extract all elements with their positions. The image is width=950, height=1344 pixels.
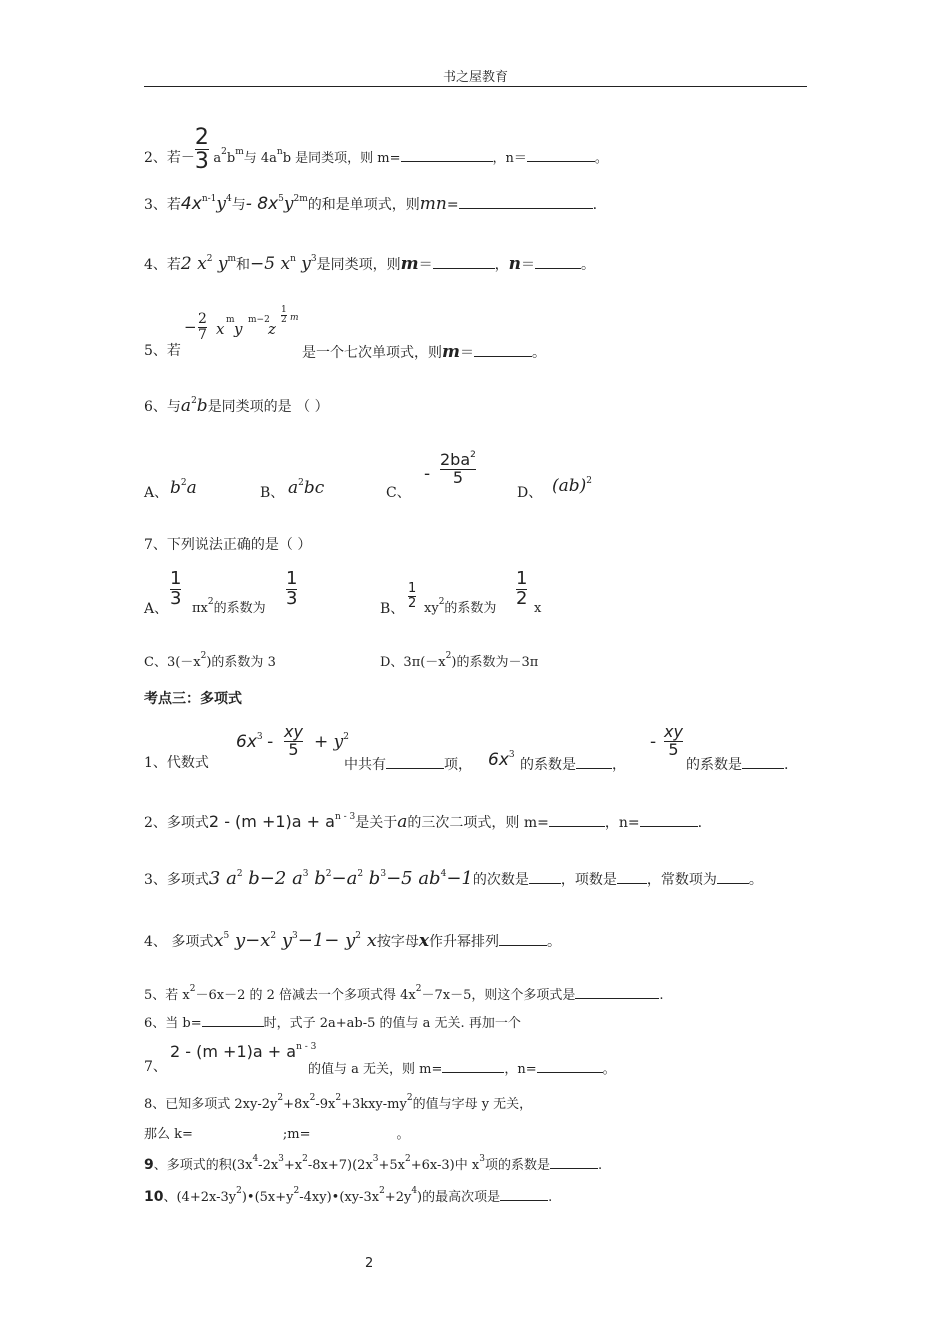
header-rule <box>144 86 807 87</box>
polynomial-question-9 <box>144 1156 602 1172</box>
answer-blank[interactable] <box>549 814 605 827</box>
p3-s3: 2 <box>325 869 332 879</box>
header-title: 书之屋教育 <box>442 70 508 85</box>
q4-m3: −5 x <box>250 254 291 274</box>
p10-t6: . <box>548 1190 553 1205</box>
p5-t1: 5、若 x <box>144 988 190 1003</box>
p2-num: 2、多项式 <box>144 815 209 831</box>
q5-m3: y <box>234 320 243 338</box>
p9-t7: 项的系数是 <box>484 1158 550 1173</box>
q5-s1: m <box>226 315 235 325</box>
p2-t3: ，n= <box>604 815 640 831</box>
p7-t1: 的值与 a 无关，则 m= <box>308 1062 443 1077</box>
q6opts-a-s1: 2 <box>180 478 187 488</box>
q2-e3: n <box>276 147 283 158</box>
p7-s1: n - 3 <box>296 1042 317 1052</box>
math-fragment <box>488 752 515 769</box>
p10-num: 10 <box>144 1189 164 1205</box>
q3-s4: 2m <box>293 194 308 204</box>
p7-m1: 2 - (m +1)a + a <box>170 1042 297 1061</box>
math-fragment <box>236 734 273 751</box>
p9-s5: 2 <box>405 1154 411 1164</box>
q6opts-a-m2: a <box>186 478 197 498</box>
p8-t7: ;m= <box>282 1127 311 1142</box>
p4-t1: 按字母 <box>376 934 419 950</box>
question-4 <box>144 256 595 273</box>
p4-s1: 5 <box>223 931 230 941</box>
p1-t1: 中共有 <box>344 757 386 773</box>
p9-s4: 3 <box>372 1154 379 1164</box>
q4-t1: 和 <box>236 257 251 273</box>
q2-t1: a <box>213 151 222 167</box>
p10-t4: +2y <box>384 1190 412 1205</box>
answer-blank[interactable] <box>617 871 647 884</box>
question-6-options <box>144 450 744 500</box>
q4-num: 4、若 <box>144 257 181 273</box>
q5-num: 5、若 <box>144 343 181 359</box>
p4-m6: x <box>418 931 429 951</box>
math-fragment <box>552 478 592 495</box>
q5-t1: 是一个七次单项式，则 <box>302 345 442 361</box>
p2-m1: 2 - (m +1)a + a <box>208 812 335 831</box>
p4-num: 4、 多项式 <box>144 934 214 950</box>
math-fragment <box>686 756 788 772</box>
q7opts-a-fd: 3 <box>170 587 182 609</box>
math-fragment <box>664 724 683 759</box>
math-fragment <box>344 756 472 772</box>
p10-s2: 2 <box>293 1186 300 1196</box>
p8-t3: -9x <box>315 1097 336 1112</box>
p3-m5: b <box>363 868 381 889</box>
p4-t3: 。 <box>547 934 561 950</box>
polynomial-question-2 <box>144 814 702 831</box>
answer-blank[interactable] <box>640 814 698 827</box>
p10-s4: 4 <box>411 1186 418 1196</box>
p4-t2: 作升幂排列 <box>429 934 499 950</box>
p1-t2: 项， <box>444 757 472 773</box>
p3-s2: 3 <box>302 869 309 879</box>
q3-s2: 4 <box>226 194 232 204</box>
answer-blank[interactable] <box>386 756 444 769</box>
page-number: 2 <box>365 1256 374 1271</box>
question-6 <box>144 398 329 415</box>
q4-t2: 是同类项，则 <box>316 257 401 273</box>
answer-blank[interactable] <box>535 256 581 269</box>
polynomial-question-8 <box>144 1093 533 1112</box>
p3-m2: b−2 a <box>242 868 303 889</box>
answer-blank[interactable] <box>742 756 784 769</box>
q2-frac-d: 3 <box>194 149 209 175</box>
q6-num: 6、与 <box>144 399 181 415</box>
p8-t1: 8、已知多项式 2xy-2y <box>144 1097 278 1112</box>
p1-fn2: xy <box>664 722 683 741</box>
p9-s6: 3 <box>479 1154 485 1164</box>
p1-fn: xy <box>284 722 303 741</box>
p8-s4: 2 <box>406 1093 413 1103</box>
p3-m4: −a <box>331 868 358 889</box>
p2-m2: a <box>397 812 408 832</box>
p5-s2: 2 <box>415 984 422 994</box>
p9-t2: -2x <box>258 1158 279 1173</box>
p1-t6: . <box>784 757 789 773</box>
math-fragment <box>284 724 303 759</box>
p1-fd2: 5 <box>664 741 683 759</box>
p4-m3: y <box>276 930 292 951</box>
q6opts-a-label: A、 <box>144 485 169 501</box>
q7opts-d-text2: )的系数为－3π <box>451 655 539 670</box>
math-fragment <box>170 1044 316 1060</box>
p6-t2: 时，式子 2a+ab-5 的值与 a 无关. 再加一个 <box>263 1016 521 1031</box>
math-fragment <box>440 452 476 469</box>
p9-num: 9 <box>144 1157 154 1173</box>
answer-blank[interactable] <box>576 756 612 769</box>
q3-num: 3、若 <box>144 197 181 213</box>
q4-t6: 。 <box>581 257 596 273</box>
math-fragment <box>520 756 626 772</box>
q5-fn: 2 <box>198 311 207 327</box>
q7opts-d-s1: 2 <box>445 651 452 661</box>
answer-blank[interactable] <box>474 344 532 357</box>
p1-t5: 的系数是 <box>686 757 742 773</box>
q3-t1: 与 <box>231 197 246 213</box>
q6opts-c-fn: 2ba <box>440 450 471 469</box>
answer-blank[interactable] <box>717 871 749 884</box>
polynomial-question-10 <box>144 1188 552 1204</box>
q7opts-a-t1: πx <box>192 601 208 616</box>
p3-m6: −5 ab <box>386 868 441 889</box>
p2-t2: 的三次二项式，则 m= <box>407 815 549 831</box>
p4-s3: 3 <box>292 931 298 941</box>
section-title: 考点三：多项式 <box>144 691 242 707</box>
q7opts-a-s1: 2 <box>207 597 214 607</box>
q4-s2: m <box>227 254 237 264</box>
p8-t8: 。 <box>396 1127 410 1142</box>
p9-t8: . <box>597 1158 603 1173</box>
q7opts-a-fn2: 1 <box>286 568 298 589</box>
math-fragment <box>408 582 416 610</box>
p9-t4: -8x+7)(2x <box>307 1158 373 1173</box>
q6opts-b-label: B、 <box>260 485 285 501</box>
q6opts-b-m1: a <box>288 478 299 498</box>
q5-t3: 。 <box>532 345 546 361</box>
p5-t3: －7x－5，则这个多项式是 <box>421 988 576 1003</box>
q3-t3: = <box>446 197 459 213</box>
q6opts-a-m1: b <box>170 478 181 498</box>
p1-s3: 3 <box>508 750 515 760</box>
q3-m5: mn <box>419 194 447 214</box>
polynomial-question-1 <box>144 722 824 778</box>
q6opts-c-m1: - <box>424 464 431 484</box>
q5-sfn: 1 <box>281 305 287 315</box>
p4-m2: y−x <box>229 930 271 951</box>
answer-blank[interactable] <box>499 933 547 946</box>
math-fragment <box>302 344 546 361</box>
q7opts-d-text1: D、3π(－x <box>380 655 446 670</box>
p8-s3: 2 <box>335 1093 342 1103</box>
p9-t5: +5x <box>378 1158 406 1173</box>
p3-s4: 2 <box>357 869 364 879</box>
p3-s1: 2 <box>236 869 243 879</box>
polynomial-question-3 <box>144 870 763 888</box>
p3-t1: 的次数是 <box>472 872 529 888</box>
answer-blank[interactable] <box>529 871 561 884</box>
q7opts-a-label: A、 <box>144 601 169 617</box>
math-fragment <box>440 452 476 487</box>
math-fragment <box>314 734 349 751</box>
q7opts-b-t3: x <box>534 601 542 616</box>
p9-t1: 、多项式的积(3x <box>153 1158 253 1173</box>
p1-m3: + y <box>314 732 344 752</box>
q6opts-b-m2: bc <box>303 478 325 498</box>
p9-s1: 4 <box>252 1154 259 1164</box>
q3-m3: - 8x <box>245 194 279 214</box>
answer-blank[interactable] <box>433 256 495 269</box>
answer-blank[interactable] <box>401 149 493 162</box>
p1-m1: 6x <box>236 732 257 752</box>
p1-fd: 5 <box>284 741 303 759</box>
p3-m3: b <box>308 868 326 889</box>
p3-m1: 3 a <box>208 868 237 889</box>
q5-m4: z <box>268 320 276 338</box>
p8-t2: +8x <box>283 1097 310 1112</box>
q7opts-a-t2: 的系数为 <box>213 601 266 616</box>
q3-s3: 5 <box>278 194 284 204</box>
q6-s1: 2 <box>191 396 197 406</box>
q6opts-d-m1: (ab) <box>552 476 587 496</box>
polynomial-question-7 <box>144 1042 744 1078</box>
q7opts-b-fn: 1 <box>408 581 417 596</box>
p3-t3: ，常数项为 <box>646 872 717 888</box>
p10-t1: 、(4+2x-3y <box>163 1190 237 1205</box>
p1-m2: - <box>267 732 274 752</box>
p3-t2: ，项数是 <box>560 872 617 888</box>
math-fragment <box>380 651 539 670</box>
q4-m4: y <box>295 254 311 274</box>
math-fragment <box>516 570 527 609</box>
p10-t5: )的最高次项是 <box>417 1190 501 1205</box>
polynomial-question-5 <box>144 986 664 1002</box>
p3-s6: 4 <box>440 869 447 879</box>
p2-s1: n - 3 <box>334 812 356 822</box>
math-fragment <box>213 147 608 167</box>
q5-m2: x <box>216 320 225 338</box>
q6opts-d-label: D、 <box>517 485 543 501</box>
p1-m4: 6x <box>488 750 509 770</box>
q3-m2: y <box>216 194 226 214</box>
q4-s4: 3 <box>310 254 317 264</box>
question-2 <box>144 126 608 173</box>
p1-num: 1、代数式 <box>144 755 209 771</box>
math-fragment <box>286 570 297 609</box>
q7opts-b-fd: 2 <box>408 595 417 611</box>
p5-s1: 2 <box>189 984 196 994</box>
q7opts-c-text2: )的系数为 3 <box>206 655 276 670</box>
p4-m1: x <box>213 930 224 951</box>
q7opts-c-text1: C、3(－x <box>144 655 201 670</box>
p7-t2: ，n= <box>504 1062 537 1077</box>
q5-fd: 7 <box>198 326 207 343</box>
p5-t2: －6x－2 的 2 倍减去一个多项式得 4x <box>195 988 416 1003</box>
polynomial-question-4 <box>144 932 561 950</box>
answer-blank[interactable] <box>537 1060 603 1073</box>
p8-t4: +3kxy-my <box>341 1097 407 1112</box>
q7opts-b-fn2: 1 <box>516 568 528 589</box>
q3-t4: . <box>592 197 598 213</box>
p7-t3: 。 <box>602 1062 616 1077</box>
math-fragment <box>170 480 197 497</box>
q3-m4: y <box>283 194 294 214</box>
q4-s3: n <box>290 254 296 264</box>
q7opts-b-s1: 2 <box>438 597 445 607</box>
q7opts-b-t2: 的系数为 <box>444 601 497 616</box>
q5-m5: m <box>442 342 460 362</box>
answer-blank[interactable] <box>442 1060 504 1073</box>
answer-blank[interactable] <box>500 1188 548 1201</box>
answer-blank[interactable] <box>575 986 659 999</box>
question-7 <box>144 538 311 552</box>
p1-t4: ， <box>612 757 626 773</box>
q7opts-a-fd2: 3 <box>286 587 298 609</box>
p10-t2: )•(5x+y <box>241 1190 294 1205</box>
answer-blank[interactable] <box>202 1014 264 1027</box>
fraction <box>195 126 209 173</box>
question-7-options-ab <box>144 568 744 618</box>
p8-s2: 2 <box>309 1093 316 1103</box>
p10-s1: 2 <box>236 1186 242 1196</box>
p4-s4: 2 <box>355 931 361 941</box>
math-fragment <box>308 1060 616 1076</box>
q4-t5: ＝ <box>521 257 536 273</box>
q7opts-b-label: B、 <box>380 601 405 617</box>
q7opts-c-s1: 2 <box>200 651 207 661</box>
q6-m2: b <box>196 396 208 416</box>
polynomial-question-6 <box>144 1014 521 1030</box>
p10-s3: 2 <box>379 1186 385 1196</box>
q4-t4: ， <box>494 257 509 273</box>
p4-s2: 2 <box>270 931 277 941</box>
q5-s2: m−2 <box>248 315 270 325</box>
p4-m5: x <box>360 930 377 951</box>
p10-t3: -4xy)•(xy-3x <box>299 1190 380 1205</box>
math-fragment <box>424 597 497 616</box>
q5-m1: − <box>184 318 197 336</box>
polynomial-question-8-answers <box>144 1128 410 1141</box>
p8-s1: 2 <box>277 1093 284 1103</box>
p3-s5: 3 <box>380 869 387 879</box>
p8-t5: 的值与字母 y 无关， <box>412 1097 533 1112</box>
q3-s1: n-1 <box>201 194 217 204</box>
q6opts-b-s1: 2 <box>298 478 304 488</box>
q4-t3: ＝ <box>418 257 433 273</box>
p7-num: 7、 <box>144 1059 167 1075</box>
question-3 <box>144 196 597 213</box>
q6opts-c-fs: 2 <box>470 450 476 460</box>
p1-s1: 3 <box>256 732 263 742</box>
q2-t5: ，n＝ <box>492 151 527 167</box>
p3-num: 3、多项式 <box>144 872 209 888</box>
answer-blank[interactable] <box>550 1156 598 1169</box>
p9-s3: 2 <box>302 1154 308 1164</box>
answer-blank[interactable] <box>459 196 593 209</box>
q4-m1: 2 x <box>180 254 207 274</box>
p3-m7: −1 <box>446 868 473 889</box>
answer-blank[interactable] <box>527 149 595 162</box>
p6-t1: 6、当 b= <box>144 1016 202 1031</box>
q4-s1: 2 <box>206 254 213 264</box>
q4-m5: m <box>400 254 419 274</box>
math-fragment <box>144 651 276 670</box>
q2-e1: 2 <box>221 147 227 158</box>
q7opts-b-fd2: 2 <box>516 587 528 609</box>
q7-num: 7、下列说法正确的是（ ） <box>144 537 312 553</box>
q6-t1: 是同类项的是 （ ） <box>207 399 329 415</box>
p4-m4: −1− y <box>297 930 356 951</box>
p3-t4: 。 <box>748 872 763 888</box>
math-fragment <box>288 480 324 497</box>
math-fragment <box>170 570 181 609</box>
q6opts-c-label: C、 <box>386 485 411 501</box>
math-fragment: b <box>226 151 236 167</box>
p9-s2: 3 <box>278 1154 284 1164</box>
q5-sfd: 2 <box>281 315 287 326</box>
q5-t2: ＝ <box>460 345 474 361</box>
q6opts-d-s1: 2 <box>586 476 593 486</box>
q2-frac-n: 2 <box>194 125 209 150</box>
math-fragment <box>198 312 207 342</box>
q2-prefix: 2、若－ <box>144 150 195 167</box>
q5-s3: m <box>290 313 299 323</box>
q2-t6: 。 <box>594 151 608 167</box>
q2-t4: b 是同类项，则 m= <box>282 151 401 167</box>
q4-m6: n <box>508 254 522 274</box>
q2-e2: m <box>235 147 244 158</box>
math-fragment <box>281 306 287 326</box>
q2-t3: 与 4a <box>243 151 277 167</box>
math-fragment <box>192 597 266 616</box>
p2-t4: . <box>697 815 703 831</box>
q6-m1: a <box>180 396 192 416</box>
q6opts-c-fd: 5 <box>440 469 476 487</box>
q4-m2: y <box>212 254 228 274</box>
p1-m5: - <box>650 732 657 752</box>
q3-t2: 的和是单项式，则 <box>307 197 420 213</box>
q7opts-b-t1: xy <box>424 601 439 616</box>
p1-s2: 2 <box>343 732 349 742</box>
p2-t1: 是关于 <box>355 815 398 831</box>
p5-t4: . <box>659 988 664 1003</box>
p9-t6: +6x-3)中 x <box>410 1158 480 1173</box>
p1-t3: 的系数是 <box>520 757 576 773</box>
q3-m1: 4x <box>180 194 202 214</box>
q7opts-a-fn: 1 <box>170 568 182 589</box>
p8-t6: 那么 k= <box>144 1127 193 1142</box>
p9-t3: +x <box>283 1158 303 1173</box>
